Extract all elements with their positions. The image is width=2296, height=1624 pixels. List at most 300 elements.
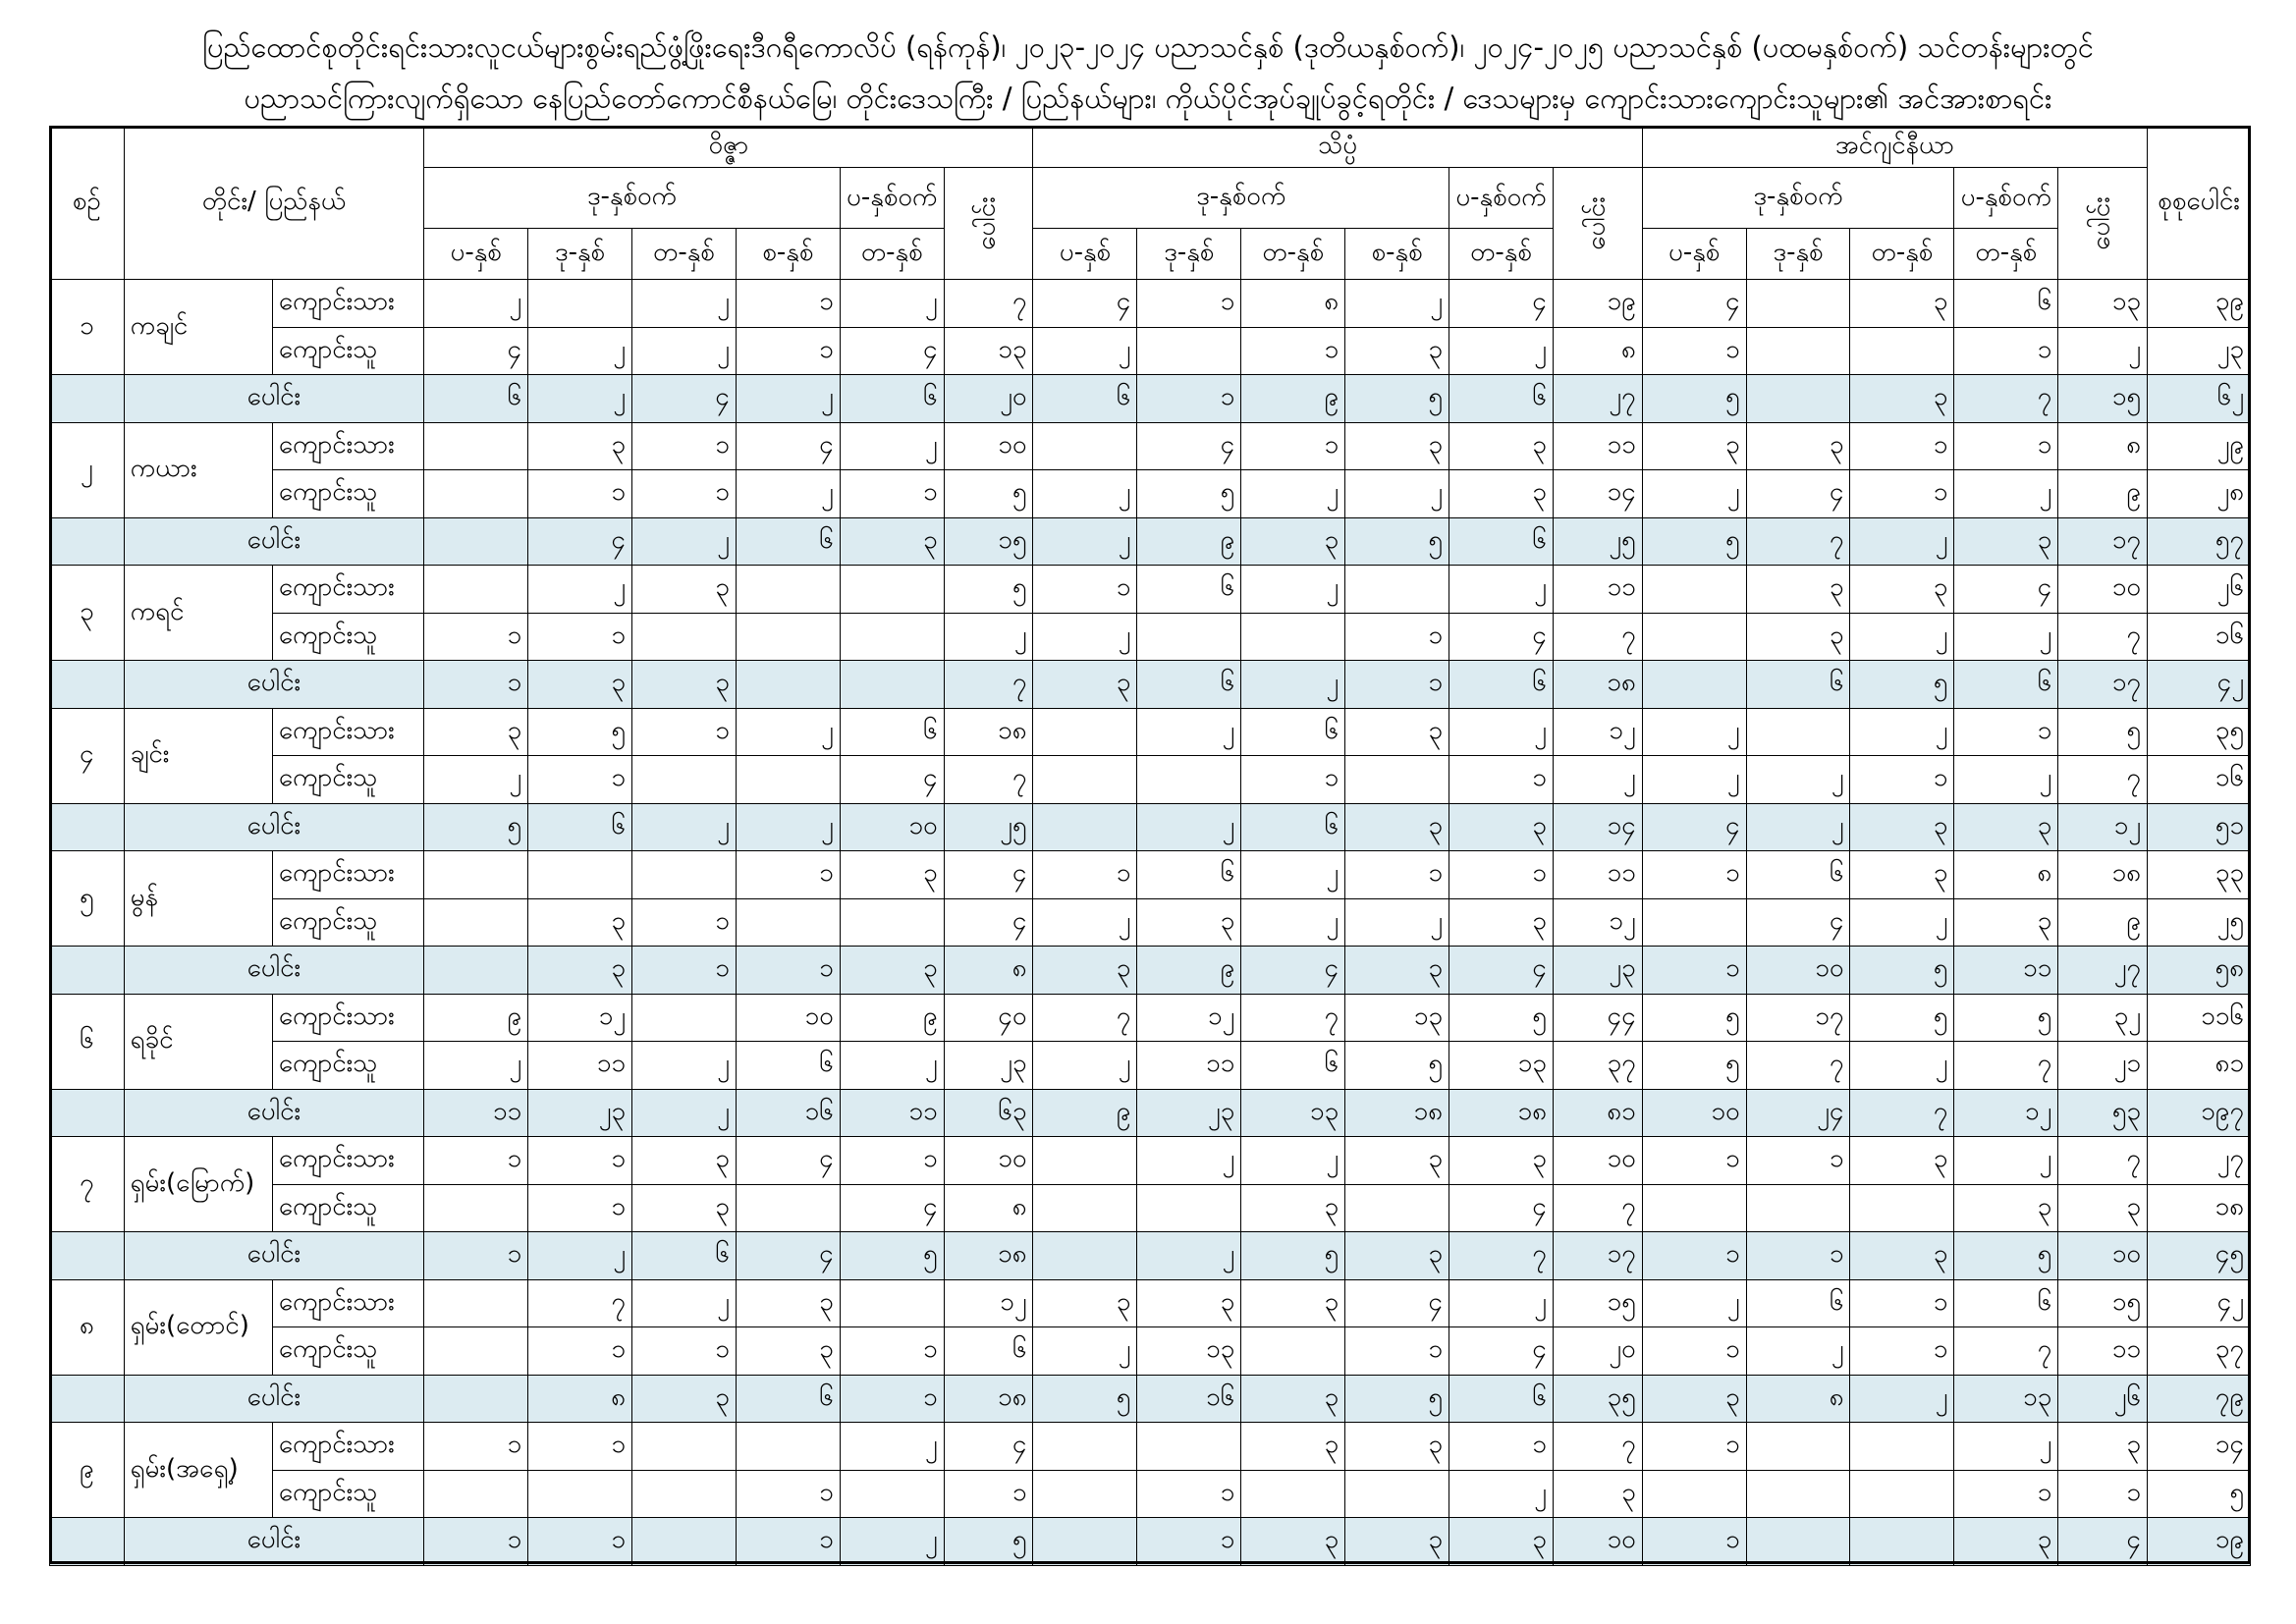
value-cell: [1746, 1518, 1850, 1566]
value-cell: ၁၉: [1553, 280, 1642, 328]
value-cell: ၃၇: [1553, 1042, 1642, 1090]
value-cell: [631, 613, 736, 661]
value-cell: ၃: [1137, 898, 1241, 947]
value-cell: ၁၈: [944, 708, 1033, 756]
page-title: [0, 22, 2296, 124]
value-cell: ၁: [1345, 851, 1449, 899]
value-cell: ၁၁: [528, 1042, 632, 1090]
value-cell: ၁၂: [1137, 994, 1241, 1042]
value-cell: ၃၅: [2148, 708, 2251, 756]
value-cell: ၂: [1449, 1279, 1554, 1327]
value-cell: ၁၀: [840, 803, 944, 851]
value-cell: ၃: [631, 661, 736, 709]
value-cell: ၆: [1137, 566, 1241, 614]
value-cell: ၉: [2058, 898, 2148, 947]
value-cell: ၁၈: [1449, 1089, 1554, 1137]
value-cell: ၁၃: [1954, 1375, 2058, 1423]
value-cell: ၁၈: [944, 1232, 1033, 1280]
value-cell: ၂၉: [2148, 422, 2251, 470]
table-row: [50, 851, 2251, 899]
table-row: [50, 327, 2251, 375]
value-cell: [1241, 1470, 1345, 1518]
value-cell: ၉: [1137, 947, 1241, 995]
value-cell: ၂၃: [2148, 327, 2251, 375]
value-cell: [1033, 1470, 1137, 1518]
value-cell: ၃: [1954, 1518, 2058, 1566]
value-cell: ၈: [1746, 1375, 1850, 1423]
value-cell: ၃: [1850, 1137, 1954, 1185]
value-cell: ၁၇: [2058, 661, 2148, 709]
value-cell: ၂: [2058, 327, 2148, 375]
value-cell: ၃: [1850, 851, 1954, 899]
value-cell: [1241, 1327, 1345, 1376]
header-region: တိုင်း/ ပြည်နယ်: [124, 127, 424, 280]
value-cell: ၂: [1033, 613, 1137, 661]
value-cell: ၄: [736, 1137, 840, 1185]
female-label: ကျောင်းသူ: [272, 1184, 423, 1232]
value-cell: [1642, 1184, 1746, 1232]
value-cell: ၆: [631, 1232, 736, 1280]
total-label: ပေါင်း: [124, 517, 424, 566]
value-cell: ၅: [1345, 517, 1449, 566]
value-cell: [736, 613, 840, 661]
value-cell: ၁: [1345, 661, 1449, 709]
value-cell: ၄: [736, 422, 840, 470]
value-cell: ၆: [1137, 851, 1241, 899]
value-cell: [736, 898, 840, 947]
value-cell: ၂: [424, 280, 528, 328]
value-cell: ၃: [1746, 422, 1850, 470]
table-row: [50, 994, 2251, 1042]
total-label: ပေါင်း: [124, 1375, 424, 1423]
value-cell: [631, 851, 736, 899]
value-cell: [1746, 375, 1850, 423]
value-cell: ၃: [1033, 661, 1137, 709]
value-cell: ၉: [2058, 470, 2148, 518]
value-cell: ၁၅: [1553, 1279, 1642, 1327]
header-arts-total: ပေါင်း: [944, 168, 1033, 280]
value-cell: ၁: [1642, 327, 1746, 375]
value-cell: ၆: [528, 803, 632, 851]
blank-cell: [50, 375, 125, 423]
value-cell: [1850, 1423, 1954, 1471]
value-cell: ၂: [631, 1042, 736, 1090]
total-label: ပေါင်း: [124, 1089, 424, 1137]
value-cell: ၂: [1033, 327, 1137, 375]
value-cell: ၄: [1345, 1279, 1449, 1327]
value-cell: ၃: [840, 517, 944, 566]
value-cell: ၇: [2058, 1137, 2148, 1185]
value-cell: ၃: [528, 947, 632, 995]
row-number: ၅: [50, 851, 125, 947]
value-cell: ၅: [1345, 375, 1449, 423]
value-cell: ၁: [840, 1137, 944, 1185]
value-cell: ၁: [631, 898, 736, 947]
male-label: ကျောင်းသား: [272, 994, 423, 1042]
value-cell: ၃: [1642, 422, 1746, 470]
value-cell: ၁၀: [736, 994, 840, 1042]
value-cell: ၅: [1345, 1042, 1449, 1090]
value-cell: ၁၂: [1954, 1089, 2058, 1137]
table-row: [50, 470, 2251, 518]
row-number: ၂: [50, 422, 125, 517]
value-cell: ၁: [1345, 613, 1449, 661]
value-cell: ၂: [631, 803, 736, 851]
value-cell: ၁: [840, 470, 944, 518]
table-row: [50, 1137, 2251, 1185]
value-cell: ၁၁၆: [2148, 994, 2251, 1042]
value-cell: ၇: [1954, 375, 2058, 423]
value-cell: ၆: [736, 517, 840, 566]
total-label: ပေါင်း: [124, 661, 424, 709]
value-cell: ၂: [1345, 470, 1449, 518]
value-cell: ၁၂: [1553, 708, 1642, 756]
blank-cell: [50, 1089, 125, 1137]
value-cell: ၃၇: [2148, 1327, 2251, 1376]
table-row: [50, 1470, 2251, 1518]
value-cell: ၆: [1746, 1279, 1850, 1327]
value-cell: ၁: [1449, 851, 1554, 899]
value-cell: [528, 851, 632, 899]
value-cell: ၂: [631, 517, 736, 566]
value-cell: ၃: [840, 947, 944, 995]
value-cell: ၃: [631, 1184, 736, 1232]
value-cell: ၃: [1449, 1137, 1554, 1185]
value-cell: ၁: [528, 470, 632, 518]
value-cell: [424, 566, 528, 614]
value-cell: ၁: [1642, 1518, 1746, 1566]
header-year: တ-နှစ်: [631, 229, 736, 280]
value-cell: [1033, 1518, 1137, 1566]
value-cell: ၁၄: [1553, 470, 1642, 518]
value-cell: ၂: [1850, 613, 1954, 661]
value-cell: ၅: [2148, 1470, 2251, 1518]
value-cell: ၉: [1137, 517, 1241, 566]
value-cell: [1746, 1184, 1850, 1232]
value-cell: ၂၃: [1553, 947, 1642, 995]
value-cell: [1746, 280, 1850, 328]
value-cell: ၃: [1033, 947, 1137, 995]
value-cell: ၃: [1954, 898, 2058, 947]
value-cell: ၃: [1553, 1470, 1642, 1518]
value-cell: ၄: [944, 1423, 1033, 1471]
value-cell: ၃: [1345, 1232, 1449, 1280]
female-label: ကျောင်းသူ: [272, 613, 423, 661]
value-cell: ၈: [528, 1375, 632, 1423]
total-label: ပေါင်း: [124, 1518, 424, 1566]
value-cell: ၆၂: [2148, 375, 2251, 423]
value-cell: [736, 1184, 840, 1232]
value-cell: [1642, 661, 1746, 709]
value-cell: ၃: [2058, 1184, 2148, 1232]
value-cell: ၁: [1345, 1327, 1449, 1376]
table-row: [50, 1089, 2251, 1137]
table-row: [50, 1518, 2251, 1566]
value-cell: ၅: [1642, 375, 1746, 423]
value-cell: ၇: [1746, 1042, 1850, 1090]
value-cell: [1033, 756, 1137, 804]
value-cell: ၄၂: [2148, 661, 2251, 709]
value-cell: ၁: [1137, 375, 1241, 423]
value-cell: ၁: [528, 1423, 632, 1471]
value-cell: ၃: [528, 898, 632, 947]
value-cell: ၁: [1642, 851, 1746, 899]
value-cell: ၃: [1033, 1279, 1137, 1327]
value-cell: ၁: [631, 947, 736, 995]
value-cell: ၁၇: [1746, 994, 1850, 1042]
value-cell: ၃: [1850, 803, 1954, 851]
value-cell: ၁၈: [1553, 661, 1642, 709]
value-cell: ၃: [1642, 1375, 1746, 1423]
value-cell: ၁: [1954, 422, 2058, 470]
row-number: ၈: [50, 1279, 125, 1375]
value-cell: ၂၆: [2058, 1375, 2148, 1423]
value-cell: ၁၉၇: [2148, 1089, 2251, 1137]
value-cell: ၇: [2058, 613, 2148, 661]
value-cell: ၁: [736, 1470, 840, 1518]
value-cell: ၂: [1449, 327, 1554, 375]
value-cell: ၂: [840, 280, 944, 328]
value-cell: ၉: [1241, 375, 1345, 423]
row-number: ၇: [50, 1137, 125, 1232]
value-cell: ၂: [1642, 1279, 1746, 1327]
male-label: ကျောင်းသား: [272, 1423, 423, 1471]
value-cell: ၁: [528, 1137, 632, 1185]
value-cell: ၂: [1241, 661, 1345, 709]
value-cell: ၆: [1954, 280, 2058, 328]
value-cell: ၈: [1553, 327, 1642, 375]
table-row: [50, 422, 2251, 470]
value-cell: ၇: [1954, 1327, 2058, 1376]
value-cell: ၃: [840, 851, 944, 899]
header-group-engineering: အင်ဂျင်နီယာ: [1642, 127, 2147, 168]
value-cell: ၂: [1746, 803, 1850, 851]
female-label: ကျောင်းသူ: [272, 1470, 423, 1518]
value-cell: ၂: [1954, 1137, 2058, 1185]
value-cell: [1033, 803, 1137, 851]
header-year: စ-နှစ်: [736, 229, 840, 280]
value-cell: ၃: [1954, 803, 2058, 851]
value-cell: [1642, 613, 1746, 661]
header-year: ပ-နှစ်: [1033, 229, 1137, 280]
value-cell: ၁၁: [1954, 947, 2058, 995]
value-cell: ၁: [631, 470, 736, 518]
value-cell: ၁: [424, 613, 528, 661]
value-cell: [1642, 1470, 1746, 1518]
value-cell: ၃: [1241, 1184, 1345, 1232]
value-cell: ၂: [1033, 1042, 1137, 1090]
value-cell: ၃: [631, 1137, 736, 1185]
value-cell: ၁၁: [1553, 566, 1642, 614]
value-cell: ၄: [736, 1232, 840, 1280]
header-year: တ-နှစ်: [840, 229, 944, 280]
region-name: ရှမ်း(မြောက်): [124, 1137, 272, 1232]
title-line-2: ပညာသင်ကြားလျက်ရှိသော နေပြည်တော်ကောင်စီနယ်မြေ၊ တိုင်းဒေသကြီး / ပြည်နယ်များ၊ ကိုယ်ပိုင်အုပ်ချုပ်ခွင့်ရတိုင်း / ဒေသများမှ ကျောင်းသားကျောင်းသူများ၏ အင်အားစာရင်း: [244, 81, 2052, 115]
value-cell: ၅: [1241, 1232, 1345, 1280]
value-cell: ၃: [1449, 898, 1554, 947]
value-cell: ၆: [840, 708, 944, 756]
enrollment-table: [49, 126, 2251, 1566]
value-cell: ၄: [944, 851, 1033, 899]
value-cell: ၁၂: [944, 1279, 1033, 1327]
value-cell: ၇: [1746, 517, 1850, 566]
value-cell: [840, 613, 944, 661]
header-year: တ-နှစ်: [1954, 229, 2058, 280]
value-cell: ၁: [1850, 422, 1954, 470]
value-cell: ၆: [1033, 375, 1137, 423]
blank-cell: [50, 1518, 125, 1566]
value-cell: [528, 280, 632, 328]
value-cell: ၃: [1345, 327, 1449, 375]
value-cell: ၂၄: [1746, 1089, 1850, 1137]
value-cell: ၄: [631, 375, 736, 423]
value-cell: ၁၆: [2148, 756, 2251, 804]
value-cell: ၁၆: [736, 1089, 840, 1137]
value-cell: [1345, 566, 1449, 614]
header-eng-sem1: ပ-နှစ်ဝက်: [1954, 168, 2058, 229]
value-cell: ၁၄: [2148, 1423, 2251, 1471]
value-cell: ၆: [1241, 803, 1345, 851]
value-cell: ၁၁: [424, 1089, 528, 1137]
value-cell: [736, 566, 840, 614]
value-cell: ၅: [840, 1232, 944, 1280]
value-cell: ၂၈: [2148, 470, 2251, 518]
value-cell: ၆: [1449, 1375, 1554, 1423]
value-cell: [424, 1375, 528, 1423]
value-cell: ၂: [1345, 280, 1449, 328]
value-cell: ၇: [1553, 1184, 1642, 1232]
table-row: [50, 1423, 2251, 1471]
title-line-1: ပြည်ထောင်စုတိုင်းရင်းသားလူငယ်များစွမ်းရည်ဖွံ့ဖြိုးရေးဒီဂရီကောလိပ် (ရန်ကုန်)၊ ၂၀၂၃-၂၀၂၄ ပညာသင်နှစ် (ဒုတိယနှစ်ဝက်)၊ ၂၀၂၄-၂၀၂၅ ပညာသင်နှစ် (ပထမနှစ်ဝက်) သင်တန်းများတွင်: [202, 30, 2094, 64]
value-cell: ၄: [1954, 566, 2058, 614]
value-cell: [1137, 613, 1241, 661]
header-year: တ-နှစ်: [1449, 229, 1554, 280]
table-row: [50, 375, 2251, 423]
value-cell: ၂: [631, 1089, 736, 1137]
table-row: [50, 756, 2251, 804]
value-cell: ၂: [528, 1232, 632, 1280]
value-cell: ၁: [424, 1232, 528, 1280]
value-cell: ၁၃: [944, 327, 1033, 375]
value-cell: ၆: [1241, 1042, 1345, 1090]
value-cell: ၅: [1850, 947, 1954, 995]
value-cell: ၁: [1642, 1137, 1746, 1185]
value-cell: ၇: [944, 661, 1033, 709]
value-cell: ၈: [944, 1184, 1033, 1232]
value-cell: ၅: [1449, 994, 1554, 1042]
row-number: ၆: [50, 994, 125, 1089]
value-cell: ၁: [1137, 1518, 1241, 1566]
value-cell: ၂၃: [1137, 1089, 1241, 1137]
header-group-arts: ဝိဇ္ဇာ: [424, 127, 1033, 168]
value-cell: ၄: [1449, 1184, 1554, 1232]
value-cell: ၃: [1345, 1518, 1449, 1566]
value-cell: ၂: [1241, 898, 1345, 947]
value-cell: ၁: [1033, 851, 1137, 899]
value-cell: ၅: [1033, 1375, 1137, 1423]
value-cell: ၅: [944, 566, 1033, 614]
value-cell: [840, 661, 944, 709]
value-cell: ၃: [736, 1279, 840, 1327]
value-cell: ၂: [631, 280, 736, 328]
value-cell: ၂၅: [1553, 517, 1642, 566]
value-cell: ၄: [1449, 947, 1554, 995]
value-cell: ၁: [1954, 1470, 2058, 1518]
value-cell: ၄: [1449, 1327, 1554, 1376]
value-cell: [424, 517, 528, 566]
value-cell: ၁၀: [2058, 1232, 2148, 1280]
table-row: [50, 898, 2251, 947]
table-row: [50, 613, 2251, 661]
value-cell: ၁: [736, 1518, 840, 1566]
value-cell: ၄၄: [1553, 994, 1642, 1042]
value-cell: ၃၅: [1553, 1375, 1642, 1423]
value-cell: ၇၉: [2148, 1375, 2251, 1423]
value-cell: ၅: [944, 1518, 1033, 1566]
value-cell: [840, 898, 944, 947]
value-cell: [631, 1470, 736, 1518]
value-cell: ၂: [1954, 756, 2058, 804]
value-cell: ၄: [944, 898, 1033, 947]
value-cell: ၂၁: [2058, 1042, 2148, 1090]
value-cell: [840, 1279, 944, 1327]
value-cell: ၁၁: [1553, 422, 1642, 470]
value-cell: [424, 470, 528, 518]
value-cell: ၁၄: [1553, 803, 1642, 851]
value-cell: ၄: [1137, 422, 1241, 470]
blank-cell: [50, 947, 125, 995]
value-cell: ၃: [424, 708, 528, 756]
value-cell: ၁၀: [944, 1137, 1033, 1185]
table-row: [50, 1327, 2251, 1376]
female-label: ကျောင်းသူ: [272, 898, 423, 947]
value-cell: ၆: [424, 375, 528, 423]
table-row: [50, 661, 2251, 709]
value-cell: ၂: [1449, 708, 1554, 756]
value-cell: ၅: [424, 803, 528, 851]
value-cell: ၁: [1746, 1137, 1850, 1185]
header-science-total: ပေါင်း: [1553, 168, 1642, 280]
male-label: ကျောင်းသား: [272, 1279, 423, 1327]
value-cell: ၃: [1345, 1137, 1449, 1185]
value-cell: ၁: [736, 280, 840, 328]
value-cell: ၃: [1345, 947, 1449, 995]
blank-cell: [50, 803, 125, 851]
value-cell: ၅: [1954, 1232, 2058, 1280]
value-cell: ၈: [1954, 851, 2058, 899]
value-cell: ၁: [528, 1518, 632, 1566]
value-cell: [424, 947, 528, 995]
value-cell: ၇: [1954, 1042, 2058, 1090]
blank-cell: [50, 661, 125, 709]
value-cell: [424, 1279, 528, 1327]
value-cell: ၁၁: [840, 1089, 944, 1137]
value-cell: [736, 1423, 840, 1471]
region-name: ရခိုင်: [124, 994, 272, 1089]
value-cell: ၁: [2058, 1470, 2148, 1518]
value-cell: ၂: [1033, 1327, 1137, 1376]
value-cell: ၃: [1241, 1375, 1345, 1423]
value-cell: ၂: [840, 1518, 944, 1566]
value-cell: ၁: [1033, 566, 1137, 614]
value-cell: ၆: [1746, 661, 1850, 709]
value-cell: ၁: [1954, 708, 2058, 756]
value-cell: ၆: [1954, 661, 2058, 709]
value-cell: ၁၀: [1642, 1089, 1746, 1137]
value-cell: ၁၂: [528, 994, 632, 1042]
value-cell: ၁: [631, 708, 736, 756]
value-cell: ၁၅: [2058, 1279, 2148, 1327]
